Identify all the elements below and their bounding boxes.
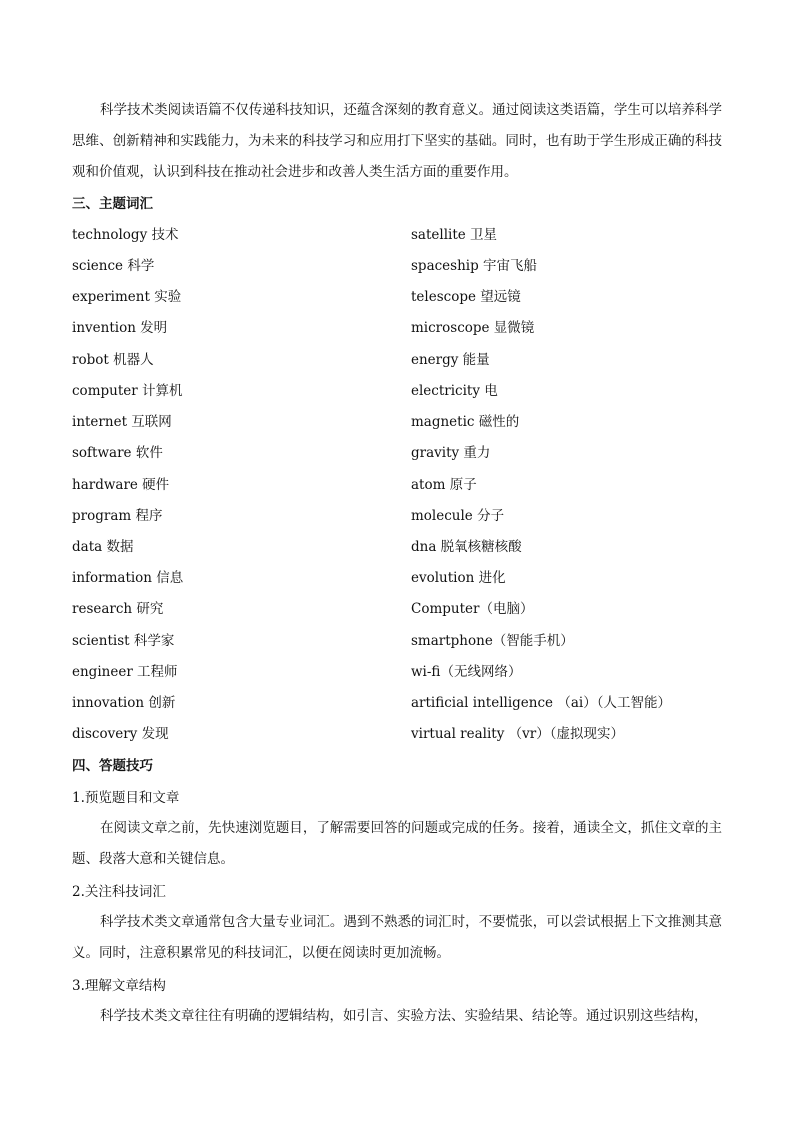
vocab-term-left: engineer 工程师 <box>72 664 178 680</box>
tip-2-title: 2.关注科技词汇 <box>72 884 166 900</box>
vocab-row <box>0 318 794 338</box>
vocab-term-left: technology 技术 <box>72 227 179 243</box>
tip-3-paragraph: 科学技术类文章往往有明确的逻辑结构，如引言、实验方法、实验结果、结论等。通过识别这些结构， <box>100 1008 708 1024</box>
vocab-row <box>0 443 794 463</box>
vocab-row <box>0 568 794 588</box>
intro-paragraph: 科学技术类阅读语篇不仅传递科技知识，还蕴含深刻的教育意义。通过阅读这类语篇，学生可以培养科学思维、创新精神和实践能力，为未来的科技学习和应用打下坚实的基础。同时，也有助于学生形成正确的科技观和价值观，认识到科技在推动社会进步和改善人类生活方面的重要作用。 <box>72 102 722 181</box>
vocab-term-right: magnetic 磁性的 <box>411 414 520 430</box>
vocab-term-right: telescope 望远镜 <box>411 289 521 305</box>
vocab-row <box>0 350 794 370</box>
section-4-heading: 四、答题技巧 <box>72 758 153 774</box>
vocab-row <box>0 225 794 245</box>
vocab-row <box>0 475 794 495</box>
vocab-term-right: gravity 重力 <box>411 445 491 461</box>
tip-1-paragraph: 在阅读文章之前，先快速浏览题目，了解需要回答的问题或完成的任务。接着，通读全文，抓住文章的主题、段落大意和关键信息。 <box>72 820 722 868</box>
vocab-term-left: information 信息 <box>72 570 184 586</box>
vocab-row <box>0 287 794 307</box>
vocab-term-right: microscope 显微镜 <box>411 320 535 336</box>
vocab-term-left: science 科学 <box>72 258 155 274</box>
vocab-row <box>0 381 794 401</box>
vocab-term-right: satellite 卫星 <box>411 227 498 243</box>
section-3-heading: 三、主题词汇 <box>72 196 153 212</box>
vocab-term-left: program 程序 <box>72 508 163 524</box>
vocab-term-right: molecule 分子 <box>411 508 505 524</box>
vocab-term-right: atom 原子 <box>411 477 477 493</box>
vocab-term-left: scientist 科学家 <box>72 633 175 649</box>
vocab-term-left: hardware 硬件 <box>72 477 170 493</box>
vocab-term-right: virtual reality （vr）（虚拟现实） <box>411 726 624 742</box>
tip-3-title: 3.理解文章结构 <box>72 978 166 994</box>
vocab-term-right: smartphone（智能手机） <box>411 633 574 649</box>
vocab-term-right: dna 脱氧核糖核酸 <box>411 539 522 555</box>
vocab-term-right: artificial intelligence （ai）（人工智能） <box>411 695 671 711</box>
vocab-term-left: internet 互联网 <box>72 414 172 430</box>
vocab-term-left: software 软件 <box>72 445 163 461</box>
vocab-row <box>0 724 794 744</box>
vocab-term-left: experiment 实验 <box>72 289 182 305</box>
vocab-term-left: data 数据 <box>72 539 134 555</box>
vocab-term-right: Computer（电脑） <box>411 601 534 617</box>
tip-2-paragraph: 科学技术类文章通常包含大量专业词汇。遇到不熟悉的词汇时，不要慌张，可以尝试根据上下文推测其意义。同时，注意积累常见的科技词汇，以便在阅读时更加流畅。 <box>72 914 722 962</box>
vocab-term-right: spaceship 宇宙飞船 <box>411 258 538 274</box>
vocab-term-right: electricity 电 <box>411 383 498 399</box>
vocab-row <box>0 412 794 432</box>
vocab-term-left: robot 机器人 <box>72 352 154 368</box>
vocab-term-right: wi-fi（无线网络） <box>411 664 522 680</box>
vocab-row <box>0 662 794 682</box>
vocab-term-right: evolution 进化 <box>411 570 506 586</box>
vocab-row <box>0 537 794 557</box>
vocab-row <box>0 631 794 651</box>
vocab-row <box>0 256 794 276</box>
vocab-term-left: computer 计算机 <box>72 383 183 399</box>
vocab-term-left: innovation 创新 <box>72 695 176 711</box>
vocab-row <box>0 693 794 713</box>
vocab-term-left: research 研究 <box>72 601 164 617</box>
vocab-term-right: energy 能量 <box>411 352 490 368</box>
vocab-term-left: invention 发明 <box>72 320 168 336</box>
vocab-row <box>0 599 794 619</box>
tip-1-title: 1.预览题目和文章 <box>72 790 180 806</box>
vocab-row <box>0 506 794 526</box>
vocab-term-left: discovery 发现 <box>72 726 169 742</box>
